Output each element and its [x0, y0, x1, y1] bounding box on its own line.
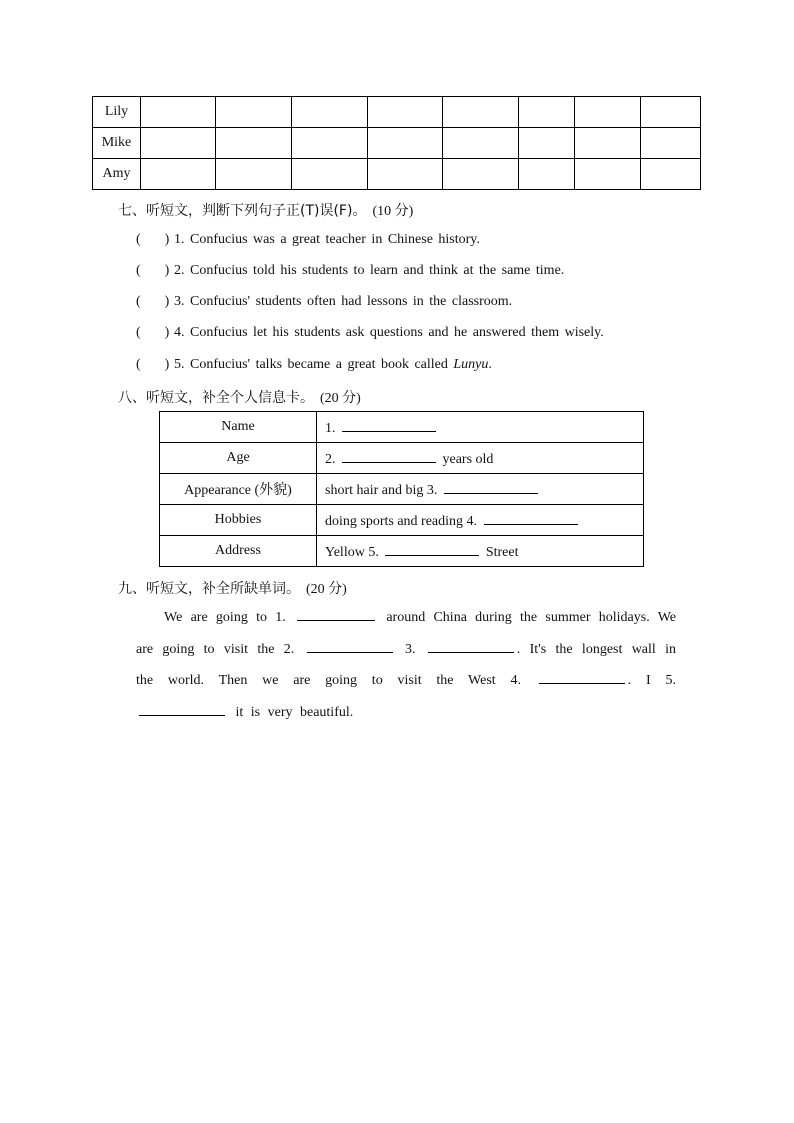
card-row [160, 536, 644, 567]
card-row [160, 505, 644, 536]
answer-bracket[interactable]: ( ) [136, 263, 170, 278]
card-label: Address [160, 536, 317, 567]
section8-heading [118, 387, 361, 407]
card-row [160, 474, 644, 505]
grid-name-cell: Lily [93, 97, 141, 128]
grid-row [93, 128, 701, 159]
cloze-blank-5[interactable] [139, 701, 225, 716]
section7-title: 七、听短文，判断下列句子正(T)误(F)。 [118, 203, 367, 219]
answer-bracket[interactable]: ( ) [136, 294, 170, 309]
section9-score: (20 分) [306, 582, 347, 597]
book-title: Lunyu [453, 357, 489, 372]
section7-score: (10 分) [372, 204, 414, 219]
card-label: Age [160, 443, 317, 474]
section9-title: 九、听短文，补全所缺单词。 [118, 581, 300, 597]
name-grid [92, 96, 701, 190]
section9-heading [118, 578, 347, 598]
card-row [160, 412, 644, 443]
blank-1[interactable] [342, 417, 436, 432]
cloze-blank-4[interactable] [539, 669, 625, 684]
tf-item [136, 294, 512, 310]
answer-bracket[interactable]: ( ) [136, 325, 170, 340]
section8-title: 八、听短文，补全个人信息卡。 [118, 390, 314, 406]
info-card [159, 411, 644, 567]
section8-score: (20 分) [320, 391, 361, 406]
card-value: 1. [317, 412, 644, 443]
grid-name-cell: Amy [93, 159, 141, 190]
answer-bracket[interactable]: ( ) [136, 232, 170, 247]
grid-row [93, 97, 701, 128]
tf-item [136, 232, 480, 248]
card-label: Appearance (外貌) [160, 474, 317, 505]
tf-item [136, 325, 604, 341]
card-row [160, 443, 644, 474]
tf-item-text: 4. Confucius let his students ask questions and he answered them wisely. [174, 325, 604, 340]
card-label: Hobbies [160, 505, 317, 536]
card-value: doing sports and reading 4. [317, 505, 644, 536]
tf-item [136, 263, 564, 279]
blank-2[interactable] [342, 448, 436, 463]
card-value: Yellow 5. Street [317, 536, 644, 567]
cloze-blank-2[interactable] [307, 638, 393, 653]
blank-4[interactable] [484, 510, 578, 525]
card-value: 2. years old [317, 443, 644, 474]
card-value: short hair and big 3. [317, 474, 644, 505]
cloze-blank-1[interactable] [297, 606, 375, 621]
blank-3[interactable] [444, 479, 538, 494]
cloze-blank-3[interactable] [428, 638, 514, 653]
cloze-paragraph: We are going to 1. around China during the summer holidays. We are going to visit the 2. 3. . It's the longest wall in the world. Then we are going to visit the West 4. . I 5. it is very beautiful. [136, 602, 676, 728]
grid-name-cell: Mike [93, 128, 141, 159]
tf-item-text: 1. Confucius was a great teacher in Chinese history. [174, 232, 480, 247]
tf-item-text: 5. Confucius' talks became a great book called [174, 357, 454, 372]
blank-5[interactable] [385, 541, 479, 556]
answer-bracket[interactable]: ( ) [136, 357, 170, 372]
section7-heading [118, 200, 413, 220]
tf-item-text: 3. Confucius' students often had lessons in the classroom. [174, 294, 513, 309]
card-label: Name [160, 412, 317, 443]
grid-row [93, 159, 701, 190]
tf-item: ( ) 5. Confucius' talks became a great book called Lunyu. [136, 357, 492, 372]
tf-item-text: 2. Confucius told his students to learn and think at the same time. [174, 263, 565, 278]
